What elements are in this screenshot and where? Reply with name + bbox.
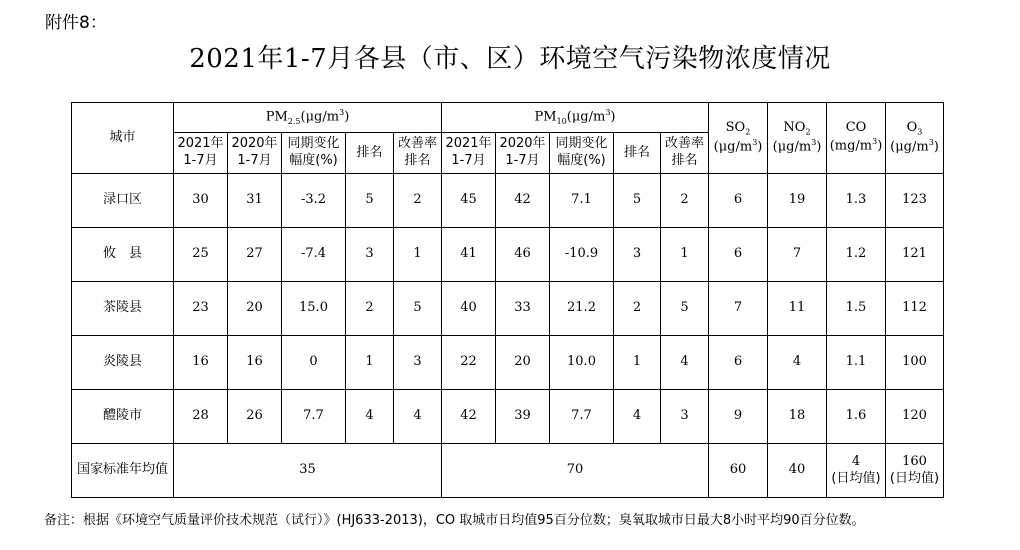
pm10-cell: 5 bbox=[661, 282, 709, 336]
header-pm25-improve: 改善率 排名 bbox=[394, 133, 442, 174]
so2-cell: 6 bbox=[709, 336, 768, 390]
pm25-cell: 23 bbox=[174, 282, 228, 336]
o3-cell: 121 bbox=[886, 228, 944, 282]
table-row bbox=[72, 174, 944, 228]
pm25-cell: -7.4 bbox=[282, 228, 346, 282]
attachment-label: 附件8： bbox=[45, 13, 107, 33]
header-pm10-2020: 2020年 1-7月 bbox=[496, 133, 550, 174]
pm10-cell: 42 bbox=[496, 174, 550, 228]
pollutant-table bbox=[71, 102, 944, 498]
standard-so2: 60 bbox=[709, 444, 768, 498]
header-no2: $NO_2$ $(\mu g/m^3)$ bbox=[768, 103, 827, 174]
pm25-cell: 20 bbox=[228, 282, 282, 336]
co-cell: 1.6 bbox=[827, 390, 886, 444]
no2-cell: 4 bbox=[768, 336, 827, 390]
standard-o3: 160 (日均值) bbox=[886, 444, 944, 498]
co-cell: 1.1 bbox=[827, 336, 886, 390]
pm10-cell: 22 bbox=[442, 336, 496, 390]
co-cell: 1.3 bbox=[827, 174, 886, 228]
pm10-cell: 4 bbox=[661, 336, 709, 390]
standard-pm10: 70 bbox=[442, 444, 709, 498]
table-row bbox=[72, 336, 944, 390]
pm10-cell: -10.9 bbox=[550, 228, 614, 282]
pm25-cell: 3 bbox=[346, 228, 394, 282]
footnote: 备注：根据《环境空气质量评价技术规范（试行）》(HJ633-2013)，CO 取城市日均值95百分位数；臭氧取城市日最大8小时平均90百分位数。 bbox=[44, 513, 865, 528]
pm25-cell: -3.2 bbox=[282, 174, 346, 228]
pm10-cell: 1 bbox=[614, 336, 661, 390]
pm10-cell: 7.1 bbox=[550, 174, 614, 228]
city-cell: 渌口区 bbox=[72, 174, 174, 228]
pm25-cell: 28 bbox=[174, 390, 228, 444]
no2-cell: 7 bbox=[768, 228, 827, 282]
pm25-cell: 1 bbox=[394, 228, 442, 282]
pm25-cell: 16 bbox=[228, 336, 282, 390]
pm10-cell: 21.2 bbox=[550, 282, 614, 336]
pm10-cell: 4 bbox=[614, 390, 661, 444]
pm10-cell: 2 bbox=[614, 282, 661, 336]
pm25-cell: 30 bbox=[174, 174, 228, 228]
city-cell: 茶陵县 bbox=[72, 282, 174, 336]
co-cell: 1.2 bbox=[827, 228, 886, 282]
header-o3: $O_3$ $(\mu g/m^3)$ bbox=[886, 103, 944, 174]
header-pm25-2021: 2021年 1-7月 bbox=[174, 133, 228, 174]
header-pm10-change: 同期变化 幅度(%) bbox=[550, 133, 614, 174]
pm10-cell: 7.7 bbox=[550, 390, 614, 444]
pm25-cell: 5 bbox=[394, 282, 442, 336]
pm25-cell: 4 bbox=[346, 390, 394, 444]
pm10-cell: 20 bbox=[496, 336, 550, 390]
so2-cell: 9 bbox=[709, 390, 768, 444]
o3-cell: 120 bbox=[886, 390, 944, 444]
pm10-cell: 41 bbox=[442, 228, 496, 282]
header-co: CO $(mg/m^3)$ bbox=[827, 103, 886, 174]
header-pm25: $PM_{2.5}(\mu g/m^3)$ bbox=[174, 103, 442, 133]
pm25-cell: 27 bbox=[228, 228, 282, 282]
city-cell: 醴陵市 bbox=[72, 390, 174, 444]
pm10-cell: 33 bbox=[496, 282, 550, 336]
pm25-cell: 31 bbox=[228, 174, 282, 228]
pm25-cell: 2 bbox=[394, 174, 442, 228]
no2-cell: 11 bbox=[768, 282, 827, 336]
pm10-cell: 2 bbox=[661, 174, 709, 228]
header-pm10-improve: 改善率 排名 bbox=[661, 133, 709, 174]
so2-cell: 6 bbox=[709, 174, 768, 228]
page-title: 2021年1-7月各县（市、区）环境空气污染物浓度情况 bbox=[189, 44, 831, 74]
pm10-cell: 3 bbox=[614, 228, 661, 282]
header-so2: $SO_2$ $(\mu g/m^3)$ bbox=[709, 103, 768, 174]
table-row bbox=[72, 228, 944, 282]
pm10-cell: 5 bbox=[614, 174, 661, 228]
pm25-cell: 5 bbox=[346, 174, 394, 228]
header-pm25-2020: 2020年 1-7月 bbox=[228, 133, 282, 174]
pm10-cell: 3 bbox=[661, 390, 709, 444]
no2-cell: 19 bbox=[768, 174, 827, 228]
table-row bbox=[72, 282, 944, 336]
city-cell: 炎陵县 bbox=[72, 336, 174, 390]
pm25-cell: 1 bbox=[346, 336, 394, 390]
so2-cell: 7 bbox=[709, 282, 768, 336]
pm10-cell: 46 bbox=[496, 228, 550, 282]
pm25-cell: 16 bbox=[174, 336, 228, 390]
pm10-cell: 42 bbox=[442, 390, 496, 444]
pm10-cell: 10.0 bbox=[550, 336, 614, 390]
pm25-cell: 4 bbox=[394, 390, 442, 444]
header-pm10-rank: 排名 bbox=[614, 133, 661, 174]
standard-co: 4 (日均值) bbox=[827, 444, 886, 498]
o3-cell: 112 bbox=[886, 282, 944, 336]
pm25-cell: 25 bbox=[174, 228, 228, 282]
header-pm25-change: 同期变化 幅度(%) bbox=[282, 133, 346, 174]
pm25-cell: 3 bbox=[394, 336, 442, 390]
standard-no2: 40 bbox=[768, 444, 827, 498]
pm25-cell: 0 bbox=[282, 336, 346, 390]
pm10-cell: 39 bbox=[496, 390, 550, 444]
pm25-cell: 15.0 bbox=[282, 282, 346, 336]
header-pm10-2021: 2021年 1-7月 bbox=[442, 133, 496, 174]
header-pm25-rank: 排名 bbox=[346, 133, 394, 174]
header-city: 城市 bbox=[72, 103, 174, 174]
pm10-cell: 1 bbox=[661, 228, 709, 282]
pm25-cell: 2 bbox=[346, 282, 394, 336]
no2-cell: 18 bbox=[768, 390, 827, 444]
header-pm10: $PM_{10}(\mu g/m^3)$ bbox=[442, 103, 709, 133]
o3-cell: 123 bbox=[886, 174, 944, 228]
pm10-cell: 40 bbox=[442, 282, 496, 336]
table-row bbox=[72, 390, 944, 444]
pm25-cell: 26 bbox=[228, 390, 282, 444]
city-cell: 攸 县 bbox=[72, 228, 174, 282]
o3-cell: 100 bbox=[886, 336, 944, 390]
standard-label: 国家标准年均值 bbox=[72, 444, 174, 498]
co-cell: 1.5 bbox=[827, 282, 886, 336]
so2-cell: 6 bbox=[709, 228, 768, 282]
pm10-cell: 45 bbox=[442, 174, 496, 228]
standard-pm25: 35 bbox=[174, 444, 442, 498]
pm25-cell: 7.7 bbox=[282, 390, 346, 444]
